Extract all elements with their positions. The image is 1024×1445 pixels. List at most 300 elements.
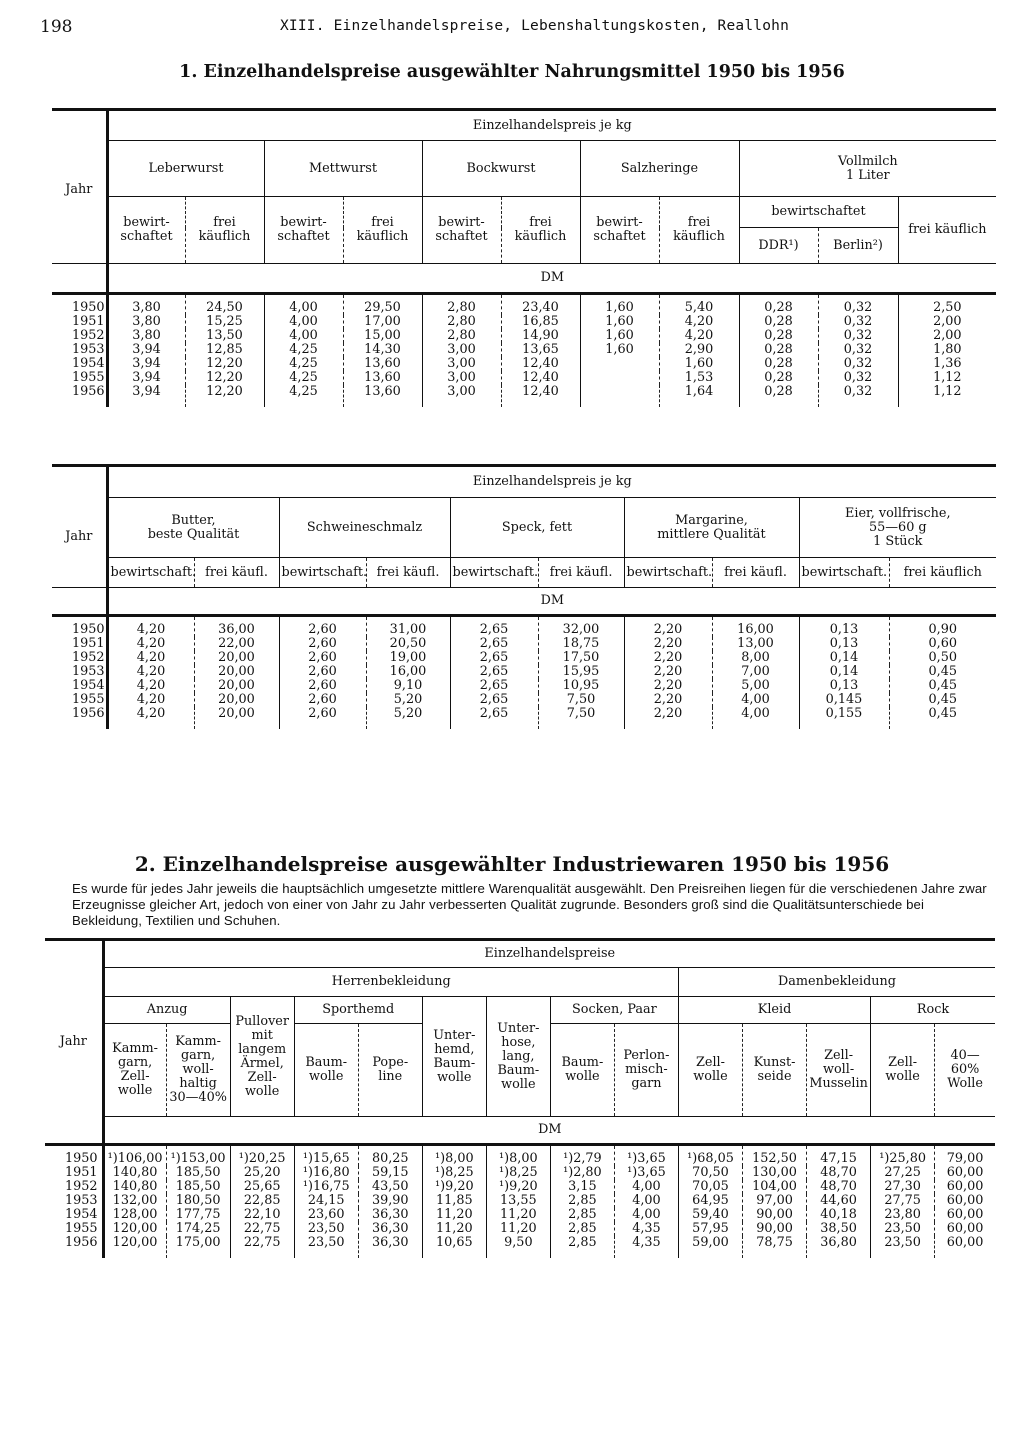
value-cell: 13,60 bbox=[343, 357, 422, 371]
value-cell: 60,00 bbox=[946, 1235, 984, 1250]
table-nahrungsmittel-2 bbox=[52, 464, 996, 729]
value-cell: ¹)106,00 bbox=[103, 1145, 166, 1167]
value-cell: ¹)9,20 bbox=[486, 1180, 550, 1194]
value-cell: 2,60 bbox=[279, 637, 366, 651]
year-cell: 1956 bbox=[45, 1236, 103, 1258]
value-cell: 4,00 bbox=[712, 693, 799, 707]
value-cell: 2,20 bbox=[624, 707, 712, 729]
unit-label: DM bbox=[103, 1117, 995, 1145]
value-cell: 38,50 bbox=[807, 1222, 871, 1236]
year-cell: 1954 bbox=[52, 357, 107, 371]
value-cell: 4,00 bbox=[712, 707, 799, 729]
value-cell: 2,60 bbox=[279, 679, 366, 693]
value-cell: 1,60 bbox=[659, 357, 739, 371]
value-cell: 2,65 bbox=[450, 707, 538, 729]
table-row bbox=[52, 343, 996, 357]
value-cell: 15,00 bbox=[343, 329, 422, 343]
sub-header-berlin: Berlin²) bbox=[818, 228, 898, 264]
value-cell: 20,00 bbox=[194, 665, 279, 679]
sub-header: frei käufl. bbox=[712, 558, 799, 588]
value-cell: 36,00 bbox=[194, 616, 279, 638]
value-cell: 0,45 bbox=[928, 706, 958, 721]
damen-header: Damenbekleidung bbox=[678, 968, 995, 997]
year-cell: 1956 bbox=[52, 707, 107, 729]
value-cell: 132,00 bbox=[103, 1194, 166, 1208]
table-row bbox=[45, 1208, 995, 1222]
value-cell: 0,13 bbox=[799, 679, 889, 693]
value-cell: 174,25 bbox=[166, 1222, 230, 1236]
value-cell: 2,65 bbox=[450, 637, 538, 651]
value-cell: 0,155 bbox=[799, 707, 889, 729]
top-header: Einzelhandelspreis je kg bbox=[107, 110, 996, 141]
page-number: 198 bbox=[40, 17, 73, 37]
sub-header: frei käufl. bbox=[366, 558, 450, 588]
value-cell: 47,15 bbox=[807, 1145, 871, 1167]
value-cell: 20,00 bbox=[194, 707, 279, 729]
value-cell: 4,20 bbox=[107, 679, 194, 693]
table-row bbox=[52, 707, 996, 729]
year-cell: 1950 bbox=[45, 1145, 103, 1167]
unterhemd-header: Unter- hemd, Baum- wolle bbox=[422, 997, 486, 1117]
sub-header-milk-bew: bewirtschaftet bbox=[739, 197, 898, 228]
value-cell: 11,85 bbox=[422, 1194, 486, 1208]
value-cell: 0,13 bbox=[799, 616, 889, 638]
value-cell: 14,30 bbox=[343, 343, 422, 357]
table-row bbox=[52, 693, 996, 707]
sub-header: Zell- wolle bbox=[678, 1024, 742, 1117]
value-cell: 25,65 bbox=[230, 1180, 294, 1194]
sub-header: bewirt- schaftet bbox=[264, 197, 343, 264]
value-cell: 59,00 bbox=[678, 1236, 742, 1258]
value-cell: 90,00 bbox=[743, 1222, 807, 1236]
value-cell: 2,60 bbox=[279, 651, 366, 665]
value-cell: 18,75 bbox=[538, 637, 624, 651]
anzug-header: Anzug bbox=[103, 997, 230, 1024]
value-cell: ¹)2,79 bbox=[550, 1145, 614, 1167]
kleid-header: Kleid bbox=[678, 997, 870, 1024]
value-cell: 0,45 bbox=[928, 678, 958, 693]
herren-header: Herrenbekleidung bbox=[103, 968, 678, 997]
running-header bbox=[0, 17, 1024, 41]
value-cell: 2,65 bbox=[450, 616, 538, 638]
value-cell: 130,00 bbox=[743, 1166, 807, 1180]
value-cell: 2,85 bbox=[550, 1208, 614, 1222]
value-cell: 0,45 bbox=[928, 692, 958, 707]
value-cell: 48,70 bbox=[807, 1180, 871, 1194]
value-cell: 3,94 bbox=[107, 385, 185, 407]
value-cell: 12,40 bbox=[501, 357, 580, 371]
value-cell: 27,30 bbox=[871, 1180, 935, 1194]
value-cell: 4,20 bbox=[107, 651, 194, 665]
value-cell: 3,15 bbox=[550, 1180, 614, 1194]
sporthemd-header: Sporthemd bbox=[294, 997, 422, 1024]
group-header: Salzheringe bbox=[580, 141, 739, 197]
value-cell: ¹)8,00 bbox=[422, 1145, 486, 1167]
value-cell: 2,00 bbox=[933, 314, 962, 329]
value-cell: 2,65 bbox=[450, 693, 538, 707]
value-cell: 3,94 bbox=[107, 371, 185, 385]
sub-header: bewirtschaft. bbox=[450, 558, 538, 588]
sub-header: Kamm- garn, woll- haltig 30—40% bbox=[166, 1024, 230, 1117]
value-cell: 12,40 bbox=[501, 385, 580, 407]
value-cell: 12,20 bbox=[185, 371, 264, 385]
value-cell: 23,50 bbox=[871, 1222, 935, 1236]
table-row bbox=[45, 1236, 995, 1258]
table-row bbox=[45, 1222, 995, 1236]
year-cell: 1953 bbox=[45, 1194, 103, 1208]
value-cell: 4,20 bbox=[107, 616, 194, 638]
value-cell: 2,00 bbox=[933, 328, 962, 343]
value-cell: 0,28 bbox=[739, 371, 818, 385]
value-cell: 20,50 bbox=[366, 637, 450, 651]
value-cell: 16,85 bbox=[501, 315, 580, 329]
value-cell: 23,40 bbox=[501, 294, 580, 316]
table-industriewaren bbox=[45, 938, 995, 1258]
value-cell: ¹)2,80 bbox=[550, 1166, 614, 1180]
value-cell: 0,14 bbox=[799, 665, 889, 679]
group-header: Bockwurst bbox=[422, 141, 580, 197]
group-header: Eier, vollfrische, 55—60 g 1 Stück bbox=[799, 498, 996, 558]
value-cell: ¹)8,00 bbox=[486, 1145, 550, 1167]
value-cell: 2,20 bbox=[624, 651, 712, 665]
sub-header: bewirtschaft. bbox=[279, 558, 366, 588]
sub-header: Zell- woll- Musselin bbox=[807, 1024, 871, 1117]
value-cell: 128,00 bbox=[103, 1208, 166, 1222]
value-cell: 44,60 bbox=[807, 1194, 871, 1208]
value-cell: 3,94 bbox=[107, 343, 185, 357]
value-cell: 1,60 bbox=[580, 315, 659, 329]
value-cell: 70,50 bbox=[678, 1166, 742, 1180]
value-cell: 10,95 bbox=[538, 679, 624, 693]
value-cell: 23,50 bbox=[871, 1236, 935, 1258]
value-cell: 0,45 bbox=[928, 664, 958, 679]
value-cell: 185,50 bbox=[166, 1166, 230, 1180]
value-cell: 15,95 bbox=[538, 665, 624, 679]
value-cell: 4,20 bbox=[659, 315, 739, 329]
value-cell bbox=[580, 385, 659, 407]
year-cell: 1950 bbox=[52, 616, 107, 638]
value-cell: 2,80 bbox=[422, 315, 501, 329]
sub-header: Perlon- misch- garn bbox=[614, 1024, 678, 1117]
table-row bbox=[52, 357, 996, 371]
sub-header: bewirtschaft. bbox=[799, 558, 889, 588]
value-cell: 59,15 bbox=[358, 1166, 422, 1180]
value-cell: 0,32 bbox=[818, 357, 898, 371]
value-cell: 1,53 bbox=[659, 371, 739, 385]
year-cell: 1955 bbox=[52, 371, 107, 385]
value-cell: 39,90 bbox=[358, 1194, 422, 1208]
value-cell: 24,15 bbox=[294, 1194, 358, 1208]
value-cell: 36,30 bbox=[358, 1208, 422, 1222]
year-cell: 1953 bbox=[52, 343, 107, 357]
value-cell: 80,25 bbox=[358, 1145, 422, 1167]
value-cell: 12,20 bbox=[185, 357, 264, 371]
value-cell: 12,20 bbox=[185, 385, 264, 407]
year-cell: 1951 bbox=[45, 1166, 103, 1180]
value-cell: 5,40 bbox=[659, 294, 739, 316]
sub-header: frei käufl. bbox=[538, 558, 624, 588]
table-row bbox=[45, 1194, 995, 1208]
value-cell: 8,00 bbox=[712, 651, 799, 665]
value-cell: 11,20 bbox=[486, 1208, 550, 1222]
value-cell: 0,90 bbox=[928, 622, 958, 637]
value-cell: 3,80 bbox=[107, 315, 185, 329]
value-cell bbox=[580, 371, 659, 385]
value-cell: 3,94 bbox=[107, 357, 185, 371]
table-row bbox=[52, 385, 996, 407]
value-cell: 1,80 bbox=[933, 342, 962, 357]
sub-header: Zell- wolle bbox=[871, 1024, 935, 1117]
value-cell: 7,50 bbox=[538, 693, 624, 707]
value-cell: 3,00 bbox=[422, 385, 501, 407]
value-cell: 4,25 bbox=[264, 357, 343, 371]
value-cell: 20,00 bbox=[194, 651, 279, 665]
value-cell: 2,65 bbox=[450, 665, 538, 679]
value-cell: 29,50 bbox=[343, 294, 422, 316]
value-cell: 0,32 bbox=[818, 371, 898, 385]
value-cell: 0,32 bbox=[818, 315, 898, 329]
year-cell: 1955 bbox=[52, 693, 107, 707]
value-cell: 1,60 bbox=[580, 294, 659, 316]
value-cell: ¹)153,00 bbox=[166, 1145, 230, 1167]
value-cell: 13,00 bbox=[712, 637, 799, 651]
value-cell: 60,00 bbox=[946, 1193, 984, 1208]
value-cell: 36,30 bbox=[358, 1222, 422, 1236]
group-header: Speck, fett bbox=[450, 498, 624, 558]
value-cell: 4,00 bbox=[614, 1208, 678, 1222]
sub-header: frei käufl. bbox=[194, 558, 279, 588]
value-cell bbox=[580, 357, 659, 371]
section2-intro: Es wurde für jedes Jahr jeweils die hauptsächlich umgesetzte mittlere Warenqualität ausgewählt. Den Preisreihen liegen für die verschiedenen Jahre zwar Erzeugnisse gleicher Art, jedoch von einer von Jahr zu Jahr verbesserten Qualität zugrunde. Besonders groß sind die Qualitätsunterschiede bei Bekleidung, Textilien und Schuhen. bbox=[72, 881, 987, 928]
table-row bbox=[52, 679, 996, 693]
value-cell: 152,50 bbox=[743, 1145, 807, 1167]
value-cell: 40,18 bbox=[807, 1208, 871, 1222]
table-row bbox=[45, 1145, 995, 1167]
value-cell: 32,00 bbox=[538, 616, 624, 638]
value-cell: 2,80 bbox=[422, 329, 501, 343]
value-cell: ¹)16,75 bbox=[294, 1180, 358, 1194]
year-cell: 1955 bbox=[45, 1222, 103, 1236]
value-cell: 64,95 bbox=[678, 1194, 742, 1208]
value-cell: 0,28 bbox=[739, 329, 818, 343]
value-cell: 17,00 bbox=[343, 315, 422, 329]
value-cell: 12,85 bbox=[185, 343, 264, 357]
value-cell: 22,00 bbox=[194, 637, 279, 651]
unit-label: DM bbox=[107, 264, 996, 294]
value-cell: 3,00 bbox=[422, 343, 501, 357]
value-cell: ¹)9,20 bbox=[422, 1180, 486, 1194]
sub-header: frei käuflich bbox=[903, 564, 982, 580]
value-cell: 48,70 bbox=[807, 1166, 871, 1180]
value-cell: 2,60 bbox=[279, 665, 366, 679]
value-cell: 4,35 bbox=[614, 1222, 678, 1236]
value-cell: 16,00 bbox=[712, 616, 799, 638]
value-cell: 4,00 bbox=[614, 1180, 678, 1194]
value-cell: 120,00 bbox=[103, 1236, 166, 1258]
value-cell: 3,80 bbox=[107, 294, 185, 316]
value-cell: 9,10 bbox=[366, 679, 450, 693]
value-cell: 5,00 bbox=[712, 679, 799, 693]
value-cell: 0,50 bbox=[928, 650, 958, 665]
value-cell: 2,85 bbox=[550, 1194, 614, 1208]
table-nahrungsmittel-1 bbox=[52, 108, 996, 407]
value-cell: 23,80 bbox=[871, 1208, 935, 1222]
value-cell: 22,75 bbox=[230, 1222, 294, 1236]
year-cell: 1953 bbox=[52, 665, 107, 679]
value-cell: 4,25 bbox=[264, 371, 343, 385]
value-cell: 0,28 bbox=[739, 315, 818, 329]
sub-header-milk-frei: frei käuflich bbox=[908, 222, 987, 237]
value-cell: 4,25 bbox=[264, 385, 343, 407]
value-cell: 60,00 bbox=[946, 1179, 984, 1194]
value-cell: 140,80 bbox=[103, 1166, 166, 1180]
value-cell: 177,75 bbox=[166, 1208, 230, 1222]
sub-header: frei käuflich bbox=[185, 197, 264, 264]
value-cell: 1,12 bbox=[933, 370, 962, 385]
value-cell: 2,60 bbox=[279, 616, 366, 638]
sub-header: bewirt- schaftet bbox=[107, 197, 185, 264]
value-cell: 0,13 bbox=[799, 637, 889, 651]
table-row bbox=[52, 665, 996, 679]
value-cell: 0,32 bbox=[818, 343, 898, 357]
unit-label: DM bbox=[107, 588, 996, 616]
value-cell: 90,00 bbox=[743, 1208, 807, 1222]
value-cell: 59,40 bbox=[678, 1208, 742, 1222]
value-cell: 2,65 bbox=[450, 651, 538, 665]
sub-header: frei käuflich bbox=[501, 197, 580, 264]
table-row bbox=[52, 616, 996, 638]
running-title: XIII. Einzelhandelspreise, Lebenshaltungskosten, Reallohn bbox=[280, 18, 789, 34]
value-cell: 24,50 bbox=[185, 294, 264, 316]
value-cell: 13,65 bbox=[501, 343, 580, 357]
jahr-header: Jahr bbox=[45, 940, 103, 1145]
group-header: Leberwurst bbox=[107, 141, 264, 197]
value-cell: ¹)68,05 bbox=[678, 1145, 742, 1167]
value-cell: 1,60 bbox=[580, 343, 659, 357]
sub-header: bewirtschaft. bbox=[624, 558, 712, 588]
group-header: Mettwurst bbox=[264, 141, 422, 197]
value-cell: ¹)20,25 bbox=[230, 1145, 294, 1167]
value-cell: ¹)25,80 bbox=[871, 1145, 935, 1167]
value-cell: 0,14 bbox=[799, 651, 889, 665]
section2-title: 2. Einzelhandelspreise ausgewählter Industriewaren 1950 bis 1956 bbox=[134, 852, 890, 876]
value-cell: 3,00 bbox=[422, 357, 501, 371]
value-cell: 4,00 bbox=[614, 1194, 678, 1208]
value-cell: 2,85 bbox=[550, 1222, 614, 1236]
value-cell: 20,00 bbox=[194, 693, 279, 707]
group-header: Schweineschmalz bbox=[279, 498, 450, 558]
value-cell: 9,50 bbox=[486, 1236, 550, 1258]
jahr-header: Jahr bbox=[52, 110, 107, 264]
table-row bbox=[52, 637, 996, 651]
sub-header: bewirtschaft. bbox=[107, 558, 194, 588]
value-cell: 17,50 bbox=[538, 651, 624, 665]
value-cell: 14,90 bbox=[501, 329, 580, 343]
value-cell: 2,20 bbox=[624, 665, 712, 679]
value-cell: 36,30 bbox=[358, 1236, 422, 1258]
table-row bbox=[45, 1180, 995, 1194]
year-cell: 1952 bbox=[52, 329, 107, 343]
value-cell: 185,50 bbox=[166, 1180, 230, 1194]
value-cell: 27,75 bbox=[871, 1194, 935, 1208]
sub-header: bewirt- schaftet bbox=[580, 197, 659, 264]
value-cell: 4,25 bbox=[264, 343, 343, 357]
section1-title: 1. Einzelhandelspreise ausgewählter Nahrungsmittel 1950 bis 1956 bbox=[179, 62, 845, 82]
value-cell: 22,85 bbox=[230, 1194, 294, 1208]
value-cell: 0,145 bbox=[799, 693, 889, 707]
value-cell: 43,50 bbox=[358, 1180, 422, 1194]
value-cell: 2,85 bbox=[550, 1236, 614, 1258]
value-cell: 120,00 bbox=[103, 1222, 166, 1236]
group-header: Butter, beste Qualität bbox=[107, 498, 279, 558]
table-row bbox=[45, 1166, 995, 1180]
unterhose-header: Unter- hose, lang, Baum- wolle bbox=[486, 997, 550, 1117]
value-cell: 4,00 bbox=[264, 315, 343, 329]
value-cell: 3,00 bbox=[422, 371, 501, 385]
value-cell: 0,32 bbox=[818, 329, 898, 343]
year-cell: 1954 bbox=[45, 1208, 103, 1222]
value-cell: 57,95 bbox=[678, 1222, 742, 1236]
value-cell: 25,20 bbox=[230, 1166, 294, 1180]
year-cell: 1956 bbox=[52, 385, 107, 407]
group-header: Margarine, mittlere Qualität bbox=[624, 498, 799, 558]
value-cell: 0,60 bbox=[928, 636, 958, 651]
value-cell: 2,20 bbox=[624, 679, 712, 693]
value-cell: ¹)8,25 bbox=[486, 1166, 550, 1180]
sub-header: bewirt- schaftet bbox=[422, 197, 501, 264]
value-cell: 97,00 bbox=[743, 1194, 807, 1208]
sub-header: 40—60% Wolle bbox=[947, 1048, 983, 1091]
value-cell: 19,00 bbox=[366, 651, 450, 665]
value-cell: 11,20 bbox=[486, 1222, 550, 1236]
pullover-header: Pullover mit langem Ärmel, Zell- wolle bbox=[230, 997, 294, 1117]
value-cell: 4,20 bbox=[107, 665, 194, 679]
socken-header: Socken, Paar bbox=[550, 997, 678, 1024]
value-cell: 60,00 bbox=[946, 1165, 984, 1180]
top-header: Einzelhandelspreise bbox=[103, 940, 995, 968]
top-header: Einzelhandelspreis je kg bbox=[107, 466, 996, 498]
value-cell: 60,00 bbox=[946, 1221, 984, 1236]
value-cell: 20,00 bbox=[194, 679, 279, 693]
value-cell: 36,80 bbox=[807, 1236, 871, 1258]
table-row bbox=[52, 294, 996, 316]
value-cell: 4,35 bbox=[614, 1236, 678, 1258]
table-row bbox=[52, 315, 996, 329]
value-cell: 2,65 bbox=[450, 679, 538, 693]
value-cell: 5,20 bbox=[366, 693, 450, 707]
value-cell: 5,20 bbox=[366, 707, 450, 729]
sub-header: Kamm- garn, Zell- wolle bbox=[103, 1024, 166, 1117]
table-row bbox=[52, 371, 996, 385]
value-cell: 1,12 bbox=[933, 384, 962, 399]
value-cell: 78,75 bbox=[743, 1236, 807, 1258]
value-cell: 0,32 bbox=[818, 294, 898, 316]
value-cell: 11,20 bbox=[422, 1222, 486, 1236]
value-cell: 4,20 bbox=[107, 637, 194, 651]
value-cell: 1,36 bbox=[933, 356, 962, 371]
value-cell: 23,50 bbox=[294, 1236, 358, 1258]
year-cell: 1954 bbox=[52, 679, 107, 693]
value-cell: 1,64 bbox=[659, 385, 739, 407]
value-cell: ¹)3,65 bbox=[614, 1145, 678, 1167]
sub-header-ddr: DDR¹) bbox=[739, 228, 818, 264]
value-cell: 0,28 bbox=[739, 385, 818, 407]
value-cell: 2,60 bbox=[279, 707, 366, 729]
table-row bbox=[52, 651, 996, 665]
value-cell: 1,60 bbox=[580, 329, 659, 343]
value-cell: 2,60 bbox=[279, 693, 366, 707]
value-cell: 13,55 bbox=[486, 1194, 550, 1208]
